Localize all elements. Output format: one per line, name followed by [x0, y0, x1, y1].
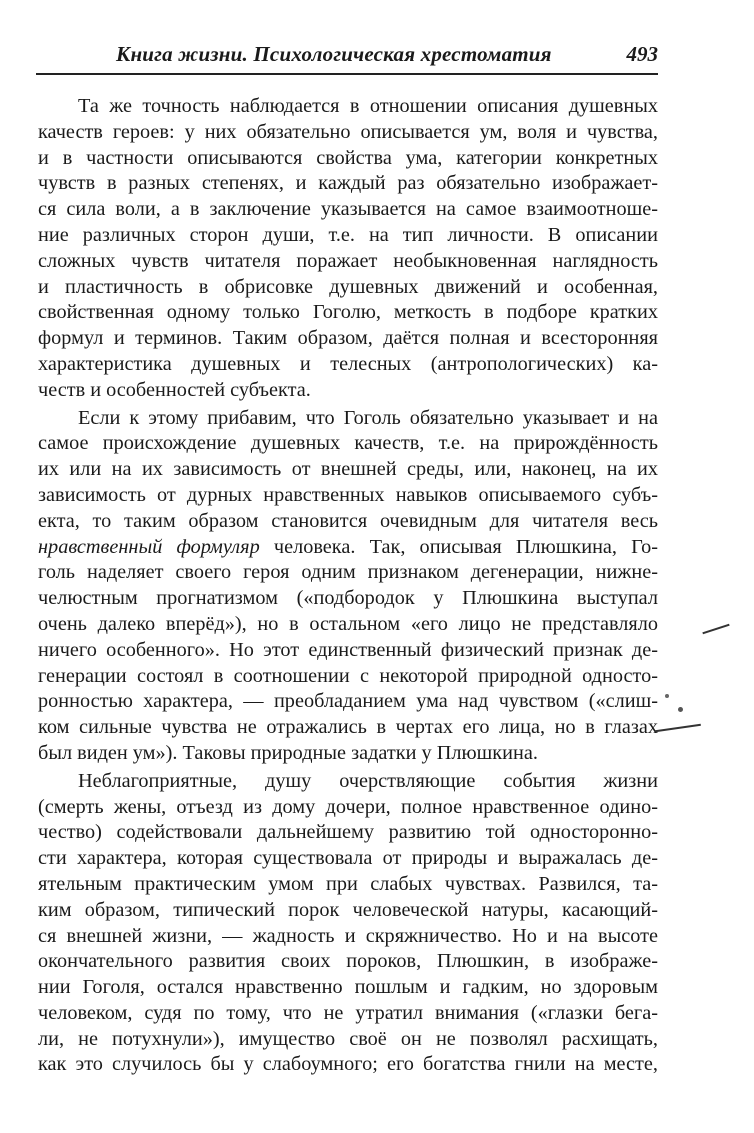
text-line: ли, не потухнули»), имущество своё он не позволял расхищать,	[38, 1027, 658, 1050]
text-line: чувств в разных степенях, и каждый раз обязательно изображает-	[38, 172, 658, 195]
text-line: челюстным прогнатизмом («подбородок у Плюшкина выступал	[38, 587, 658, 610]
text-line: очень далеко вперёд»), но в остальном «его лицо не представляло	[38, 612, 658, 635]
text-line: формул и терминов. Таким образом, даётся полная и всесторонняя	[38, 327, 658, 350]
running-header	[38, 42, 658, 72]
text-line: нии Гоголя, остался нравственно пошлым и гадким, но здоровым	[38, 976, 658, 999]
text-line: и пластичность в обрисовке душевных движений и особенная,	[38, 275, 658, 298]
margin-speck	[678, 707, 683, 712]
italic-phrase: нравственный формуляр	[38, 535, 260, 558]
margin-pencil-mark	[655, 724, 701, 732]
paragraph	[38, 94, 658, 404]
text-line: Та же точность наблюдается в отношении описания душевных	[78, 95, 658, 117]
text-line: ничего особенного». Но этот единственный физический признак де-	[38, 638, 658, 661]
page-number: 493	[626, 42, 658, 66]
text-line: человеком, судя по тому, что не утратил внимания («глазки бега-	[38, 1001, 658, 1024]
text-line: генерации состоял в соотношении с некоторой природной односто-	[38, 664, 658, 687]
text-line: (смерть жены, отъезд из дому дочери, полное нравственное одино-	[38, 795, 658, 818]
text-line: ятельным практическим умом при слабых чувствах. Развился, та-	[38, 872, 658, 895]
margin-speck	[665, 694, 669, 698]
text-line: и в частности описываются свойства ума, категории конкретных	[38, 146, 658, 169]
text-line: ронностью характера, — преобладанием ума над чувством («слиш-	[38, 690, 658, 713]
header-rule	[36, 73, 658, 75]
paragraph	[38, 406, 658, 767]
paragraph	[38, 769, 658, 1079]
text-line: свойственная одному только Гоголю, меткость в подборе кратких	[38, 301, 658, 324]
text-line: качеств героев: у них обязательно описывается ум, воля и чувства,	[38, 120, 658, 143]
text-line: их или на их зависимость от внешней среды, или, наконец, на их	[38, 458, 658, 481]
text-line: екта, то таким образом становится очевидным для читателя весь	[38, 509, 658, 532]
text-line: окончательного развития своих пороков, Плюшкин, в изображе-	[38, 950, 658, 973]
running-title: Книга жизни. Психологическая хрестоматия	[116, 42, 552, 66]
text-line: ся сила воли, а в заключение указывается на самое взаимоотноше-	[38, 198, 658, 221]
text-line: как это случилось бы у слабоумного; его богатства гнили на месте,	[38, 1053, 658, 1076]
text-fragment: человека. Так, описывая Плюшкина, Го-	[259, 535, 658, 558]
text-line: был виден ум»). Таковы природные задатки у Плюшкина.	[38, 741, 538, 764]
text-line: зависимость от дурных нравственных навыков описываемого субъ-	[38, 483, 658, 506]
text-line: самое происхождение душевных качеств, т.е. на прирождённость	[38, 432, 658, 455]
text-line: Если к этому прибавим, что Гоголь обязательно указывает и на	[78, 406, 658, 429]
margin-pencil-mark	[702, 624, 729, 635]
text-line: характеристика душевных и телесных (антропологических) ка-	[38, 352, 658, 375]
text-line: чество) содействовали дальнейшему развитию той односторонно-	[38, 821, 658, 844]
text-line: ком сильные чувства не отражались в чертах его лица, но в глазах	[38, 716, 658, 739]
text-line: честв и особенностей субъекта.	[38, 378, 311, 401]
text-line: ким образом, типический порок человеческой натуры, касающий-	[38, 898, 658, 921]
text-line: голь наделяет своего героя одним признаком дегенерации, нижне-	[38, 561, 658, 584]
text-line	[38, 535, 658, 561]
body-text	[38, 94, 658, 1078]
text-line: ние различных сторон души, т.е. на тип личности. В описании	[38, 223, 658, 246]
text-line: сложных чувств читателя поражает необыкновенная наглядность	[38, 249, 658, 272]
text-line: ся внешней жизни, — жадность и скряжничество. Но и на высоте	[38, 924, 658, 947]
text-line: сти характера, которая существовала от природы и выражалась де-	[38, 847, 658, 870]
text-line: Неблагоприятные, душу очерствляющие события жизни	[78, 769, 658, 792]
